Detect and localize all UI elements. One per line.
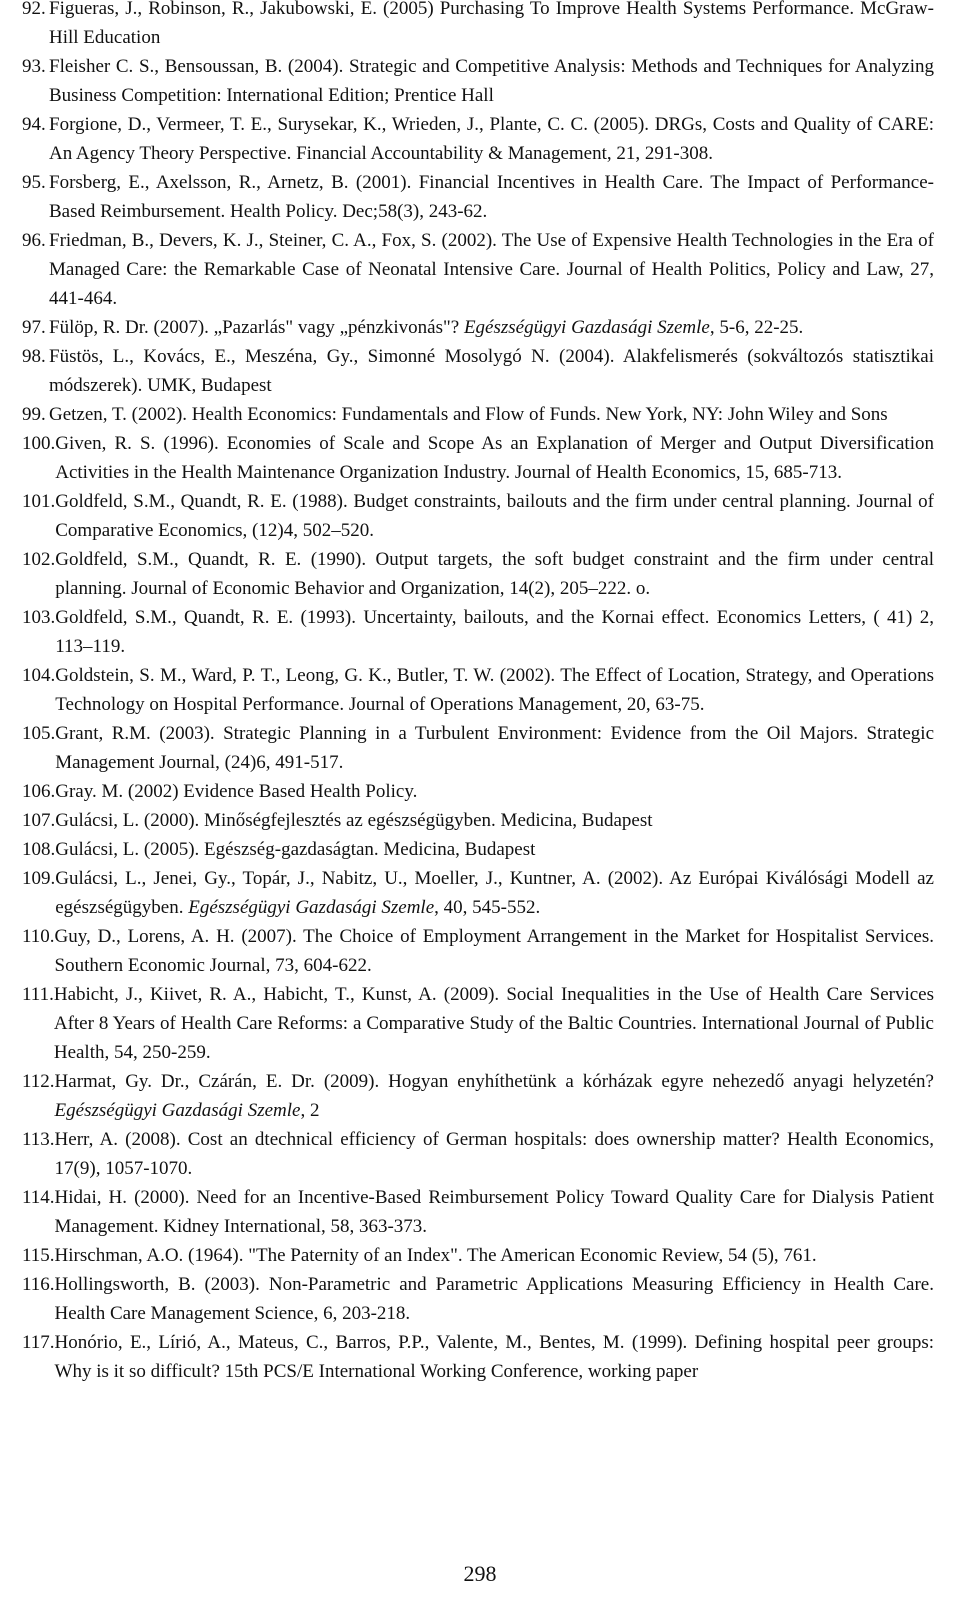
reference-item xyxy=(22,1241,934,1270)
reference-journal-italic: Egészségügyi Gazdasági Szemle xyxy=(463,317,710,338)
reference-number: 107. xyxy=(22,810,56,831)
reference-text-part: Harmat, Gy. Dr., Czárán, E. Dr. (2009). Hogyan enyhíthetünk a kórházak egyre nehezedő anyagi helyzetén? xyxy=(54,1071,934,1092)
reference-text: Goldstein, S. M., Ward, P. T., Leong, G. K., Butler, T. W. (2002). The Effect of Location, Strategy, and Operations Technology on Hospital Performance. Journal of Operations Management, 20, 63-75. xyxy=(55,665,934,715)
reference-item xyxy=(22,52,934,110)
reference-text xyxy=(55,864,934,922)
reference-text: Habicht, J., Kiivet, R. A., Habicht, T., Kunst, A. (2009). Social Inequalities in the Use of Health Care Services After 8 Years of Health Care Reforms: a Comparative Study of the Baltic Countries. International Journal of Public Health, 54, 250-259. xyxy=(53,984,934,1063)
reference-journal-italic: Egészségügyi Gazdasági Szemle xyxy=(188,897,435,918)
reference-item xyxy=(22,806,934,835)
reference-text: Hirschman, A.O. (1964). "The Paternity of an Index". The American Economic Review, 54 (5), 761. xyxy=(54,1245,817,1266)
reference-text: Gulácsi, L. (2000). Minőségfejlesztés az egészségügyben. Medicina, Budapest xyxy=(55,810,653,831)
reference-text: Grant, R.M. (2003). Strategic Planning in a Turbulent Environment: Evidence from the Oil Majors. Strategic Management Journal, (24)6, 491-517. xyxy=(55,723,934,773)
reference-number: 111. xyxy=(22,984,54,1005)
reference-item xyxy=(22,545,934,603)
reference-number: 98. xyxy=(22,346,46,367)
reference-text: Figueras, J., Robinson, R., Jakubowski, E. (2005) Purchasing To Improve Health Systems Performance. McGraw-Hill Education xyxy=(49,0,934,48)
reference-item xyxy=(22,342,934,400)
reference-number: 96. xyxy=(22,230,46,251)
reference-text-part: , 2 xyxy=(300,1100,320,1121)
reference-text: Hidai, H. (2000). Need for an Incentive-Based Reimbursement Policy Toward Quality Care for Dialysis Patient Management. Kidney International, 58, 363-373. xyxy=(54,1187,934,1237)
reference-text: Forgione, D., Vermeer, T. E., Surysekar, K., Wrieden, J., Plante, C. C. (2005). DRGs, Costs and Quality of CARE: An Agency Theory Perspective. Financial Accountability & Management, 21, 291-308. xyxy=(49,114,934,164)
reference-text-part: Fülöp, R. Dr. (2007). „Pazarlás" vagy „pénzkivonás"? xyxy=(49,317,464,338)
reference-text: Goldfeld, S.M., Quandt, R. E. (1988). Budget constraints, bailouts and the firm under central planning. Journal of Comparative Economics, (12)4, 502–520. xyxy=(55,491,934,541)
reference-item xyxy=(22,226,934,313)
reference-item xyxy=(22,168,934,226)
reference-item xyxy=(22,922,934,980)
reference-text: Goldfeld, S.M., Quandt, R. E. (1993). Uncertainty, bailouts, and the Kornai effect. Economics Letters, ( 41) 2, 113–119. xyxy=(55,607,934,657)
reference-item xyxy=(22,864,934,922)
reference-item xyxy=(22,661,934,719)
reference-text: Herr, A. (2008). Cost an dtechnical efficiency of German hospitals: does ownership matter? Health Economics, 17(9), 1057-1070. xyxy=(54,1129,934,1179)
reference-text-part: , 5-6, 22-25. xyxy=(709,317,804,338)
reference-text: Gulácsi, L. (2005). Egészség-gazdaságtan. Medicina, Budapest xyxy=(55,839,536,860)
reference-number: 108. xyxy=(22,839,56,860)
reference-text: Friedman, B., Devers, K. J., Steiner, C. A., Fox, S. (2002). The Use of Expensive Health Technologies in the Era of Managed Care: the Remarkable Case of Neonatal Intensive Care. Journal of Health Politics, Policy and Law, 27, 441-464. xyxy=(49,230,934,309)
reference-number: 95. xyxy=(22,172,46,193)
reference-item xyxy=(22,1067,934,1125)
reference-text: Füstös, L., Kovács, E., Meszéna, Gy., Simonné Mosolygó N. (2004). Alakfelismerés (sokváltozós statisztikai módszerek). UMK, Budapest xyxy=(49,346,934,396)
reference-journal-italic: Egészségügyi Gazdasági Szemle xyxy=(54,1100,301,1121)
reference-item xyxy=(22,313,934,342)
reference-item xyxy=(22,1183,934,1241)
reference-text: Honório, E., Lírió, A., Mateus, C., Barros, P.P., Valente, M., Bentes, M. (1999). Defining hospital peer groups: Why is it so difficult? 15th PCS/E International Working Conference, working paper xyxy=(54,1332,934,1382)
reference-number: 100. xyxy=(22,433,56,454)
reference-item xyxy=(22,603,934,661)
reference-text-part: , 40, 545-552. xyxy=(434,897,541,918)
reference-item xyxy=(22,835,934,864)
reference-text: Getzen, T. (2002). Health Economics: Fundamentals and Flow of Funds. New York, NY: John Wiley and Sons xyxy=(49,404,888,425)
reference-text: Guy, D., Lorens, A. H. (2007). The Choice of Employment Arrangement in the Market for Hospitalist Services. Southern Economic Journal, 73, 604-622. xyxy=(54,926,934,976)
reference-text: Gray. M. (2002) Evidence Based Health Policy. xyxy=(55,781,418,802)
reference-number: 92. xyxy=(22,0,46,19)
reference-number: 105. xyxy=(22,723,56,744)
reference-number: 99. xyxy=(22,404,46,425)
reference-item xyxy=(22,110,934,168)
reference-item xyxy=(22,1270,934,1328)
reference-number: 101. xyxy=(22,491,56,512)
reference-number: 113. xyxy=(22,1129,55,1150)
reference-item xyxy=(22,0,934,52)
reference-number: 109. xyxy=(22,868,56,889)
reference-number: 93. xyxy=(22,56,46,77)
reference-text: Fleisher C. S., Bensoussan, B. (2004). Strategic and Competitive Analysis: Methods and Techniques for Analyzing Business Competition: International Edition; Prentice Hall xyxy=(49,56,934,106)
reference-item xyxy=(22,429,934,487)
page-number: 298 xyxy=(463,1561,497,1586)
reference-text-part: Gulácsi, L., Jenei, Gy., Topár, J., Nabitz, U., Moeller, J., Kuntner, A. (2002). Az Európai Kiválósági Modell az egészségügyben. xyxy=(55,868,934,918)
reference-number: 114. xyxy=(22,1187,55,1208)
reference-item xyxy=(22,1125,934,1183)
reference-item xyxy=(22,1328,934,1386)
reference-text xyxy=(55,1067,934,1125)
reference-item xyxy=(22,719,934,777)
reference-item xyxy=(22,980,934,1067)
reference-list xyxy=(22,0,934,1386)
reference-number: 94. xyxy=(22,114,46,135)
reference-item xyxy=(22,777,934,806)
reference-text: Given, R. S. (1996). Economies of Scale and Scope As an Explanation of Merger and Output Diversification Activities in the Health Maintenance Organization Industry. Journal of Health Economics, 15, 685-713. xyxy=(55,433,934,483)
reference-number: 104. xyxy=(22,665,56,686)
reference-number: 103. xyxy=(22,607,56,628)
reference-number: 102. xyxy=(22,549,56,570)
reference-text: Forsberg, E., Axelsson, R., Arnetz, B. (2001). Financial Incentives in Health Care. The Impact of Performance-Based Reimbursement. Health Policy. Dec;58(3), 243-62. xyxy=(49,172,934,222)
reference-number: 112. xyxy=(22,1071,55,1092)
reference-number: 97. xyxy=(22,317,46,338)
reference-number: 117. xyxy=(22,1332,55,1353)
reference-number: 116. xyxy=(22,1274,55,1295)
reference-number: 110. xyxy=(22,926,55,947)
reference-item xyxy=(22,487,934,545)
reference-number: 115. xyxy=(22,1245,55,1266)
reference-text xyxy=(49,313,934,342)
reference-number: 106. xyxy=(22,781,56,802)
reference-text: Goldfeld, S.M., Quandt, R. E. (1990). Output targets, the soft budget constraint and the firm under central planning. Journal of Economic Behavior and Organization, 14(2), 205–222. o. xyxy=(55,549,934,599)
reference-item xyxy=(22,400,934,429)
reference-text: Hollingsworth, B. (2003). Non-Parametric and Parametric Applications Measuring Efficiency in Health Care. Health Care Management Science, 6, 203-218. xyxy=(54,1274,934,1324)
